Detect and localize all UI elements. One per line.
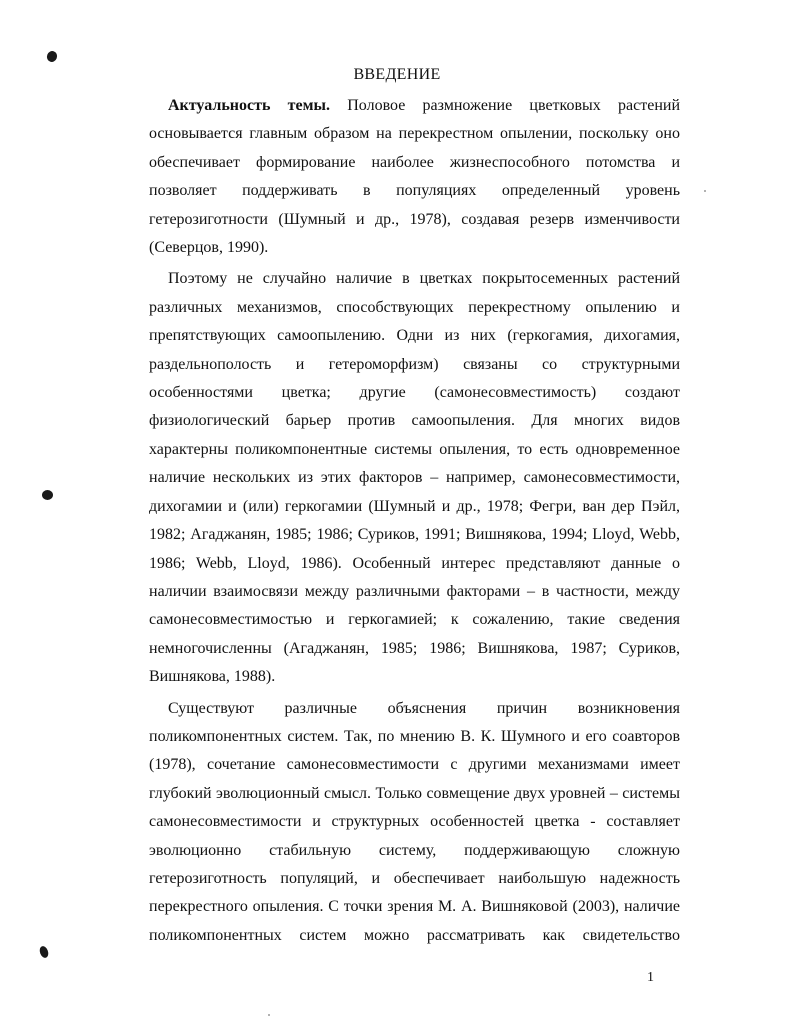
paragraph-text: Существуют различные объяснения причин возникновения поликомпонентных систем. Так, по мнению В. К. Шумного и его соавторов (1978), сочетание самонесовместимости с другими механизмами имеет глубокий эволюционный смысл. Только совмещение двух уровней – системы самонесовместимости и структурных особенностей цветка - составляет эволюционно стабильную систему, поддерживающую сложную гетерозиготность популяций, и обеспечивает наибольшую надежность перекрестного опыления. С точки зрения М. А. Вишняковой (2003), наличие поликомпонентных систем можно рассматривать как свидетельство — [149, 699, 680, 944]
paragraph-text: Половое размножение цветковых растений основывается главным образом на перекрестном опылении, поскольку оно обеспечивает формирование наиболее жизнеспособного потомства и позволяет поддерживать в популяциях определенный уровень гетерозиготности (Шумный и др., 1978), создавая резерв изменчивости (Северцов, 1990). — [149, 97, 681, 257]
binder-hole-mark — [45, 50, 58, 64]
scan-speck — [704, 190, 706, 192]
body-text — [149, 92, 680, 953]
binder-hole-mark — [38, 945, 50, 959]
section-heading: ВВЕДЕНИЕ — [353, 66, 441, 83]
page-number: 1 — [647, 970, 654, 985]
scan-speck — [268, 1014, 270, 1016]
paragraph-lead: Актуальность темы. — [168, 97, 331, 114]
paragraph-mechanisms — [149, 265, 680, 691]
paragraph-explanations — [149, 695, 680, 951]
paragraph-text: Поэтому не случайно наличие в цветках покрытосеменных растений различных механизмов, способствующих перекрестному опылению и препятствующих самоопылению. Одни из них (геркогамия, дихогамия, раздельнополость и гетероморфизм) связаны со структурными особенностями цветка; другие (самонесовместимость) создают физиологический барьер против самоопыления. Для многих видов характерны поликомпонентные системы опыления, то есть одновременное наличие нескольких из этих факторов – например, самонесовместимости, дихогамии и (или) геркогамии (Шумный и др., 1978; Фегри, ван дер Пэйл, 1982; Агаджанян, 1985; 1986; Суриков, 1991; Вишнякова, 1994; Lloyd, Webb, 1986; Webb, Lloyd, 1986). Особенный интерес представляют данные о наличии взаимосвязи между различными факторами – в частности, между самонесовместимостью и геркогамией; к сожалению, такие сведения немногочисленны (Агаджанян, 1985; 1986; Вишнякова, 1987; Суриков, Вишнякова, 1988). — [149, 270, 680, 686]
binder-hole-mark — [42, 490, 53, 500]
paragraph-relevance — [149, 92, 680, 262]
